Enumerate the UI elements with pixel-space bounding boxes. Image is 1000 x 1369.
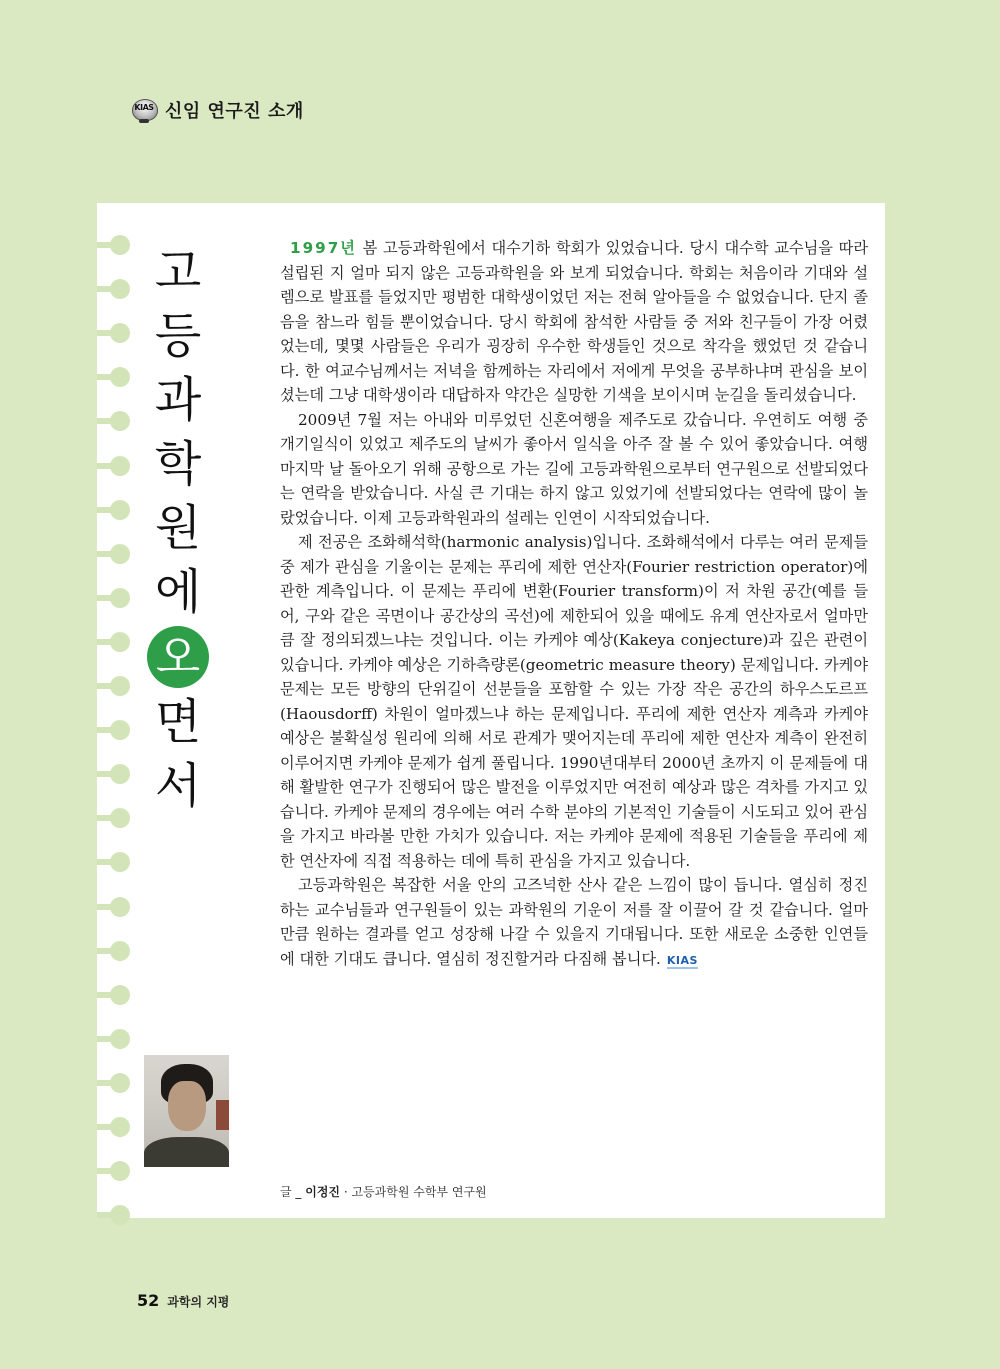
page-footer — [137, 1291, 229, 1310]
title-char: 서 — [154, 758, 202, 814]
title-char: 원 — [154, 500, 202, 556]
title-char: 학 — [154, 436, 202, 492]
paragraph: 1997년 봄 고등과학원에서 대수기하 학회가 있었습니다. 당시 대수학 교수님을 따라 설립된 지 얼마 되지 않은 고등과학원을 와 보게 되었습니다. 학회는 처음이라 기대와 설렘으로 발표를 들었지만 평범한 대학생이었던 저는 전혀 알아들을 수 없었습니다. 단지 졸음을 참느라 힘들 뿐이었습니다. 당시 학회에 참석한 사람들 중 저와 친구들이 가장 어렸었는데, 몇몇 사람들은 우리가 굉장히 우수한 학생들인 것으로 착각을 했었던 것 같습니다. 한 여교수님께서는 저녁을 함께하는 자리에서 저에게 무엇을 공부하냐며 관심을 보이셨는데 그냥 대학생이라 대답하자 약간은 실망한 기색을 보이시며 눈길을 돌리셨습니다. — [280, 239, 868, 404]
section-title: 신임 연구진 소개 — [165, 101, 304, 122]
paragraph: 2009년 7월 저는 아내와 미루었던 신혼여행을 제주도로 갔습니다. 우연히도 여행 중 개기일식이 있었고 제주도의 날씨가 좋아서 일식을 아주 잘 볼 수 있어 좋았습니다. 여행 마지막 날 돌아오기 위해 공항으로 가는 길에 고등과학원으로부터 연구원으로 선발되었다는 연락을 받았습니다. 사실 큰 기대는 하지 않고 있었기에 선발되었다는 연락에 많이 놀랐었습니다. 이제 고등과학원과의 설레는 인연이 시작되었습니다. — [280, 410, 868, 527]
author-affiliation: · 고등과학원 수학부 연구원 — [340, 1185, 487, 1199]
magazine-name: 과학의 지평 — [167, 1295, 230, 1309]
byline: 글 _ 이정진 · 고등과학원 수학부 연구원 — [280, 1185, 487, 1199]
paragraph: 고등과학원은 복잡한 서울 안의 고즈넉한 산사 같은 느낌이 많이 듭니다. 열심히 정진하는 교수님들과 연구원들이 있는 과학원의 기운이 저를 잘 이끌어 갈 것 같습니다. 얼마만큼 원하는 결과를 얻고 성장해 나갈 수 있을지 기대됩니다. 또한 새로운 소중한 인연들에 대한 기대도 큽니다. 열심히 정진할거라 다짐해 봅니다. KIAS — [280, 876, 868, 968]
author-photo — [144, 1055, 229, 1167]
title-char: 고 — [154, 244, 202, 300]
lead-year: 1997년 — [290, 239, 357, 257]
title-char: 과 — [154, 372, 202, 428]
kias-globe-logo-icon: KIAS — [131, 97, 157, 123]
author-name: 이정진 — [305, 1185, 341, 1199]
article-body — [280, 236, 868, 971]
title-char: 등 — [154, 308, 202, 364]
title-char: 에 — [154, 564, 202, 620]
paragraph: 제 전공은 조화해석학(harmonic analysis)입니다. 조화해석에서 다루는 여러 문제들 중 제가 관심을 기울이는 문제는 푸리에 제한 연산자(Fourier restriction operator)에 관한 계측입니다. 이 문제는 푸리에 변환(Fourier transform)이 저 차원 공간(예를 들어, 구와 같은 곡면이나 공간상의 곡선)에 제한되어 있을 때에도 유계 연산자로서 얼마만큼 잘 정의되겠느냐는 것입니다. 이는 카케야 예상(Kakeya conjecture)과 깊은 관련이 있습니다. 카케야 예상은 기하측량론(geometric measure theory) 문제입니다. 카케야 문제는 모든 방향의 단위길이 선분들을 포함할 수 있는 가장 작은 공간의 하우스도르프(Haousdorff) 차원이 얼마겠느냐 하는 문제입니다. 푸리에 제한 연산자 계측과 카케야 예상은 불확실성 원리에 의해 서로 관계가 맺어지는데 푸리에 제한 연산자 계측이 완전히 이루어지면 카케야 문제가 쉽게 풀립니다. 1990년대부터 2000년 초까지 이 문제들에 대해 활발한 연구가 진행되어 많은 발전을 이루었지만 여전히 예상과 많은 격차를 가지고 있습니다. 카케야 문제의 경우에는 여러 수학 분야의 기본적인 기술들이 시도되고 있어 관심을 가지고 바라볼 만한 가치가 있습니다. 저는 카케야 문제에 적용된 기술들을 푸리에 제한 연산자에 직접 적용하는 데에 특히 관심을 가지고 있습니다. — [280, 533, 868, 870]
section-header — [131, 97, 304, 123]
vertical-title — [148, 240, 208, 818]
page-number: 52 — [137, 1291, 160, 1310]
title-char: 면 — [154, 694, 202, 750]
title-highlight-circle: 오 — [147, 626, 209, 688]
kias-end-mark-icon: KIAS — [666, 953, 698, 967]
